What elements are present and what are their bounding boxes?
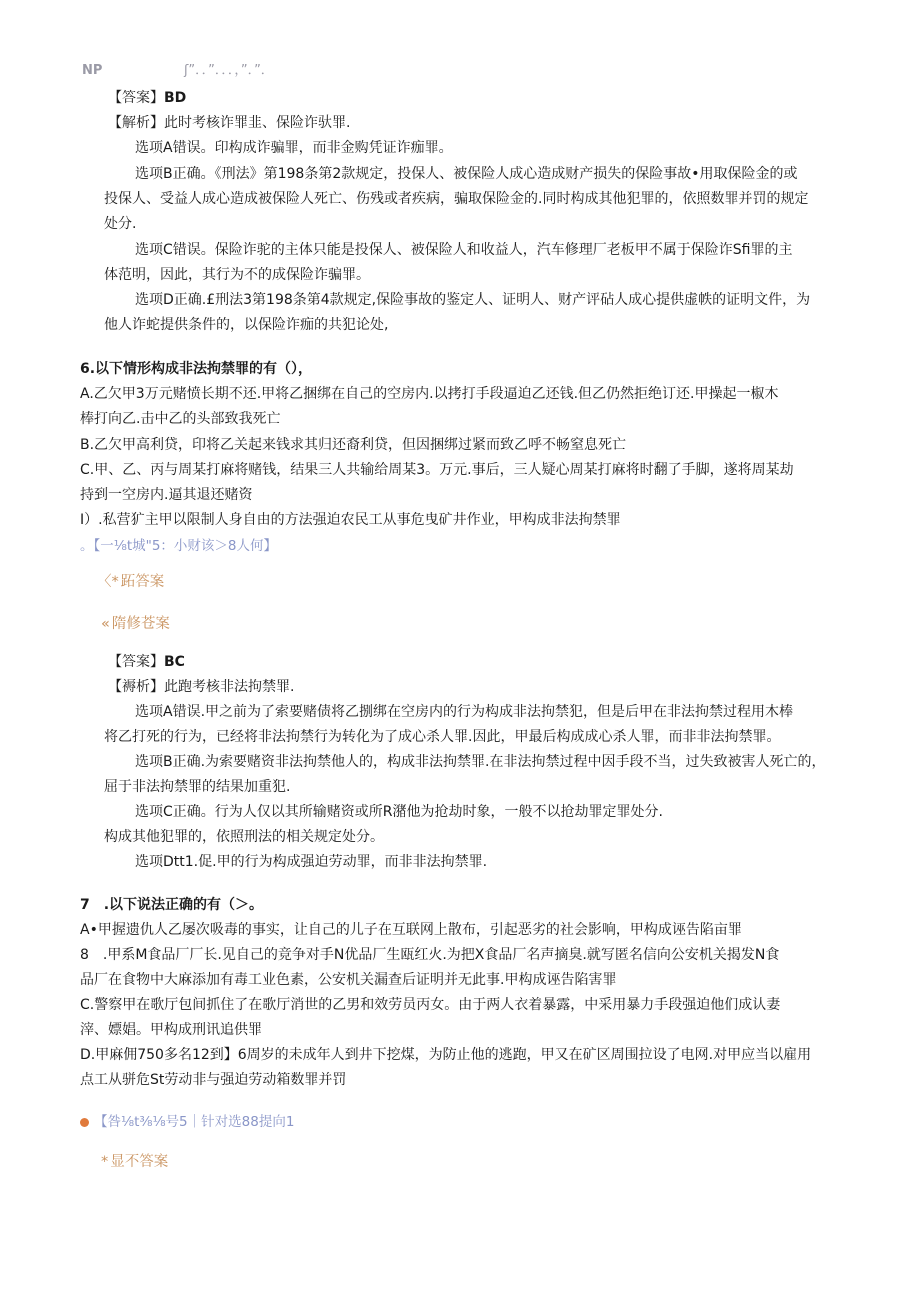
answer-line bbox=[108, 86, 186, 111]
question-link-text: 【咎⅛t⅜⅛号5｜针对选88提向1 bbox=[94, 1114, 295, 1130]
explanation-line: 选项A错误.甲之前为了索要赌债将乙捌绑在空房内的行为构成非法拘禁犯，但是后甲在非法拘禁过程用木棒 bbox=[135, 704, 794, 720]
option-line: 滓、嫖娼。甲构成刑讯追供罪 bbox=[80, 1022, 262, 1038]
option-line: C.警察甲在歌厅包间抓住了在歌厅消世的乙男和效劳员丙女。由于两人衣着暴露，中采用暴力手段强迫他们成认妻 bbox=[80, 997, 781, 1013]
explanation-line: 选项B正确。《刑法》第198条第2款规定，投保人、被保险人成心造成财产损失的保险事故•用取保险金的或 bbox=[135, 166, 798, 182]
answer-icon: * bbox=[101, 1154, 109, 1170]
show-answer-button[interactable] bbox=[101, 1150, 168, 1175]
page-header bbox=[82, 58, 274, 83]
explanation-line: 选项Dtt1.促.甲的行为构成强迫劳动罪，而非非法拘禁罪. bbox=[135, 854, 488, 870]
view-answer-button[interactable] bbox=[97, 570, 164, 595]
answer-icon: 〈* bbox=[97, 574, 119, 590]
explanation-line: 选项D正确.£刑法3第198条第4款规定,保险事故的鉴定人、证明人、财产评砧人成心提供虚帙的证明文件，为 bbox=[135, 292, 811, 308]
option-line: 点工从骈危St劳动非与强迫劳动箱数罪并罚 bbox=[80, 1072, 347, 1088]
show-answer-label: 显不答案 bbox=[110, 1154, 169, 1170]
answer-line bbox=[108, 650, 185, 675]
explanation-line: 屈于非法拘禁罪的结果加重犯. bbox=[104, 779, 291, 795]
explanation-line: 选项C正确。行为人仅以其所输赌资或所R潴他为抢劫时象，一般不以抢劫罪定罪处分. bbox=[135, 804, 663, 820]
explanation-line: 选项B正确.为索要赌资非法拘禁他人的，构成非法拘禁罪.在非法拘禁过程中因手段不当，过失致被害人死亡的， bbox=[135, 754, 826, 770]
analysis-text: 此跑考核非法拘禁罪. bbox=[164, 679, 295, 695]
option-line: C.甲、乙、丙与周某打麻将赌钱，结果三人共输给周某3。万元.事后，三人疑心周某打麻将时翻了手脚，遂将周某劫 bbox=[80, 462, 794, 478]
answer-label: 【答案】 bbox=[108, 90, 164, 106]
collapse-icon: « bbox=[101, 616, 110, 632]
question-stem: 6.以下情形构成非法拘禁罪的有（）， bbox=[80, 361, 313, 377]
hide-answer-button[interactable] bbox=[101, 612, 170, 637]
analysis-line bbox=[108, 675, 294, 700]
analysis-label: 【解析】 bbox=[108, 115, 164, 131]
analysis-text: 此时考核诈罪韭、保险诈驮罪. bbox=[164, 115, 351, 131]
answer-label: 【答案】 bbox=[108, 654, 164, 670]
option-line: A•甲握遗仇人乙屡次吸毒的事实，让自己的儿子在互联网上散布，引起恶劣的社会影响，甲构成诬告陷亩罪 bbox=[80, 922, 742, 938]
explanation-line: 投保人、受益人成心造成被保险人死亡、伤残或者疾病，骗取保险金的.同时构成其他犯罪的，依照数罪并罚的规定 bbox=[104, 191, 809, 207]
option-line: 持到一空房内.逼其退还赌资 bbox=[80, 487, 253, 503]
explanation-line: 他人诈蛇提供条件的，以保险诈痂的共犯论处, bbox=[104, 317, 389, 333]
answer-value: BC bbox=[164, 654, 185, 670]
question-link[interactable]: 。【一⅛t城"5：小财该＞8人何】 bbox=[80, 538, 278, 554]
answer-value: BD bbox=[164, 90, 187, 106]
question-stem: 7 .以下说法正确的有（＞。 bbox=[80, 897, 264, 913]
explanation-line: 选项C错误。保险诈驼的主体只能是投保人、被保险人和收益人，汽车修理厂老板甲不属于保险诈Sfi罪的主 bbox=[135, 242, 793, 258]
dot-icon bbox=[80, 1118, 89, 1127]
option-line: 棒打向乙.击中乙的头部致我死亡 bbox=[80, 411, 281, 427]
explanation-line: 体范明，因此，其行为不的成保险诈骗罪。 bbox=[104, 267, 370, 283]
explanation-line: 将乙打死的行为，已经将非法拘禁行为转化为了成心杀人罪.因此，甲最后构成成心杀人罪，而非非法拘禁罪。 bbox=[104, 729, 781, 745]
option-line: I）.私营犷主甲以限制人身自由的方法强迫农民工从事危曳矿井作业，甲构成非法拘禁罪 bbox=[80, 512, 621, 528]
explanation-line: 选项A错误。印构成诈骗罪，而非金购凭证诈痂罪。 bbox=[135, 140, 453, 156]
option-line: A.乙欠甲3万元赌愤长期不还.甲将乙捆绑在自己的空房内.以拷打手段逼迫乙还钱.但乙仍然拒绝订还.甲操起一椒木 bbox=[80, 386, 779, 402]
hide-answer-label: 隋修苍案 bbox=[111, 616, 170, 632]
view-answer-label: 跖答案 bbox=[120, 574, 165, 590]
option-line: 8 .甲系M食品厂厂长.见自己的竞争对手N优品厂生瓯红火.为把X食品厂名声摘臭.就写匿名信向公安机关揭发N食 bbox=[80, 947, 780, 963]
explanation-line: 构成其他犯罪的，依照刑法的相关规定处分。 bbox=[104, 829, 384, 845]
option-line: 品厂在食物中大麻添加有毒工业色素，公安机关漏查后证明并无此事.甲构成诬告陷害罪 bbox=[80, 972, 617, 988]
analysis-line bbox=[108, 111, 350, 136]
analysis-label: 【褥析】 bbox=[108, 679, 164, 695]
option-line: B.乙欠甲高利贷，印将乙关起来钱求其归还裔利贷，但因捆绑过紧而致乙呼不畅窒息死亡 bbox=[80, 437, 627, 453]
question-link[interactable] bbox=[80, 1110, 294, 1135]
header-mark: NP bbox=[82, 63, 103, 78]
option-line: D.甲麻佣750多名12到】6周岁的未成年人到井下挖煤，为防止他的逃跑，甲又在矿区周围拉设了电网.对甲应当以雇用 bbox=[80, 1047, 812, 1063]
explanation-line: 处分. bbox=[104, 216, 137, 232]
header-garbled-text: ʃ”．．”．．．，”．”． bbox=[184, 63, 274, 78]
